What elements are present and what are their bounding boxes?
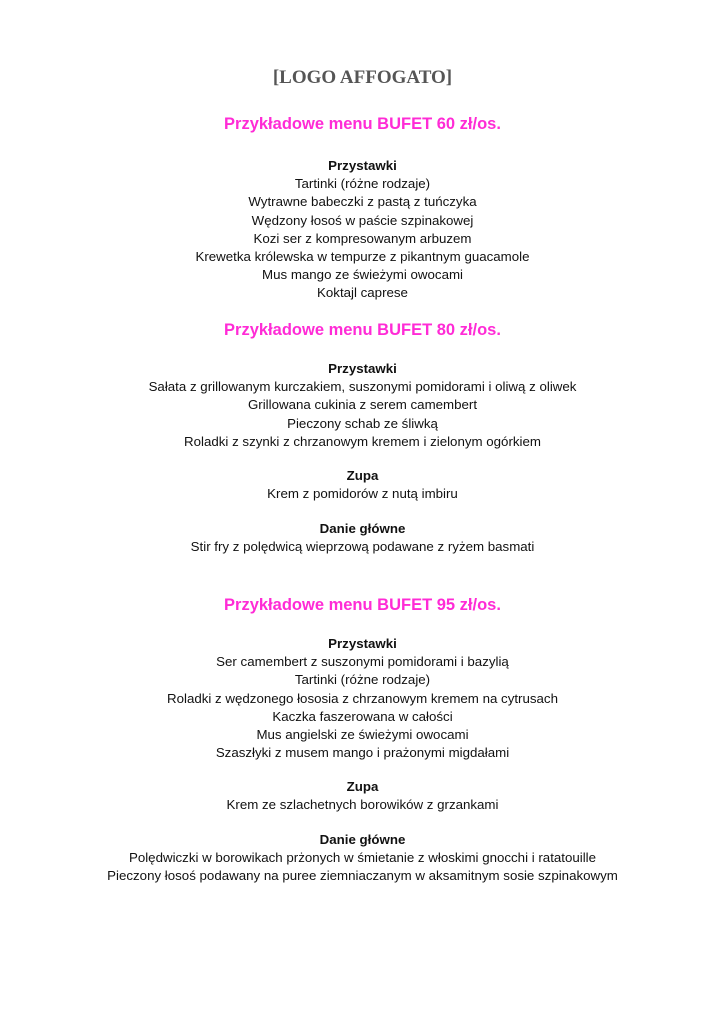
menu-item: Tartinki (różne rodzaje) xyxy=(294,176,431,192)
menu-item: Ser camembert z suszonymi pomidorami i bazylią xyxy=(216,654,509,670)
menu-item: Pieczony schab ze śliwką xyxy=(287,415,438,431)
section-heading: Zupa xyxy=(346,468,379,483)
menu-item: Wytrawne babeczki z pastą z tuńczyka xyxy=(248,194,477,210)
menu-title-bufet-95: Przykładowe menu BUFET 95 zł/os. xyxy=(224,596,501,614)
menu-item: Krem z pomidorów z nutą imbiru xyxy=(267,486,458,502)
menu-item: Polędwiczki w borowikach prżonych w śmietanie z włoskimi gnocchi i ratatouille xyxy=(128,850,597,866)
menu-item: Roladki z szynki z chrzanowym kremem i zielonym ogórkiem xyxy=(184,433,541,449)
menu-item: Mus mango ze świeżymi owocami xyxy=(262,267,463,283)
menu-item: Grillowana cukinia z serem camembert xyxy=(247,397,478,413)
menu-item: Szaszłyki z musem mango i prażonymi migdałami xyxy=(215,745,510,761)
menu-item: Koktajl caprese xyxy=(317,285,408,301)
menu-bufet-95-danie-glowne xyxy=(0,831,725,886)
menu-item: Stir fry z polędwicą wieprzową podawane z ryżem basmati xyxy=(190,539,535,555)
menu-item: Pieczony łosoś podawany na puree ziemniaczanym w aksamitnym sosie szpinakowym xyxy=(107,868,618,884)
menu-item: Kaczka faszerowana w całości xyxy=(272,708,453,724)
menu-item: Roladki z wędzonego łososia z chrzanowym kremem na cytrusach xyxy=(167,690,558,706)
menu-item: Tartinki (różne rodzaje) xyxy=(294,672,431,688)
menu-bufet-95-zupa xyxy=(0,778,725,814)
menu-item: Kozi ser z kompresowanym arbuzem xyxy=(253,230,472,246)
menu-item: Sałata z grillowanym kurczakiem, suszonymi pomidorami i oliwą z oliwek xyxy=(148,379,577,395)
menu-bufet-80-zupa xyxy=(0,467,725,503)
section-heading: Danie główne xyxy=(319,521,406,536)
menu-item: Mus angielski ze świeżymi owocami xyxy=(256,727,469,743)
menu-item: Krem ze szlachetnych borowików z grzankami xyxy=(226,797,499,813)
logo-placeholder: [LOGO AFFOGATO] xyxy=(272,67,453,88)
section-heading: Danie główne xyxy=(319,832,406,847)
menu-bufet-95-przystawki xyxy=(0,635,725,762)
menu-bufet-80-danie-glowne xyxy=(0,520,725,556)
menu-bufet-60-przystawki xyxy=(0,157,725,303)
menu-item: Wędzony łosoś w paście szpinakowej xyxy=(251,212,474,228)
menu-title-bufet-60: Przykładowe menu BUFET 60 zł/os. xyxy=(224,115,501,133)
menu-item: Krewetka królewska w tempurze z pikantnym guacamole xyxy=(195,249,530,265)
section-heading: Przystawki xyxy=(328,361,397,376)
menu-title-bufet-80: Przykładowe menu BUFET 80 zł/os. xyxy=(224,321,501,339)
section-heading: Przystawki xyxy=(328,636,397,651)
section-heading: Zupa xyxy=(346,779,379,794)
section-heading: Przystawki xyxy=(328,158,397,173)
menu-bufet-80-przystawki xyxy=(0,360,725,451)
